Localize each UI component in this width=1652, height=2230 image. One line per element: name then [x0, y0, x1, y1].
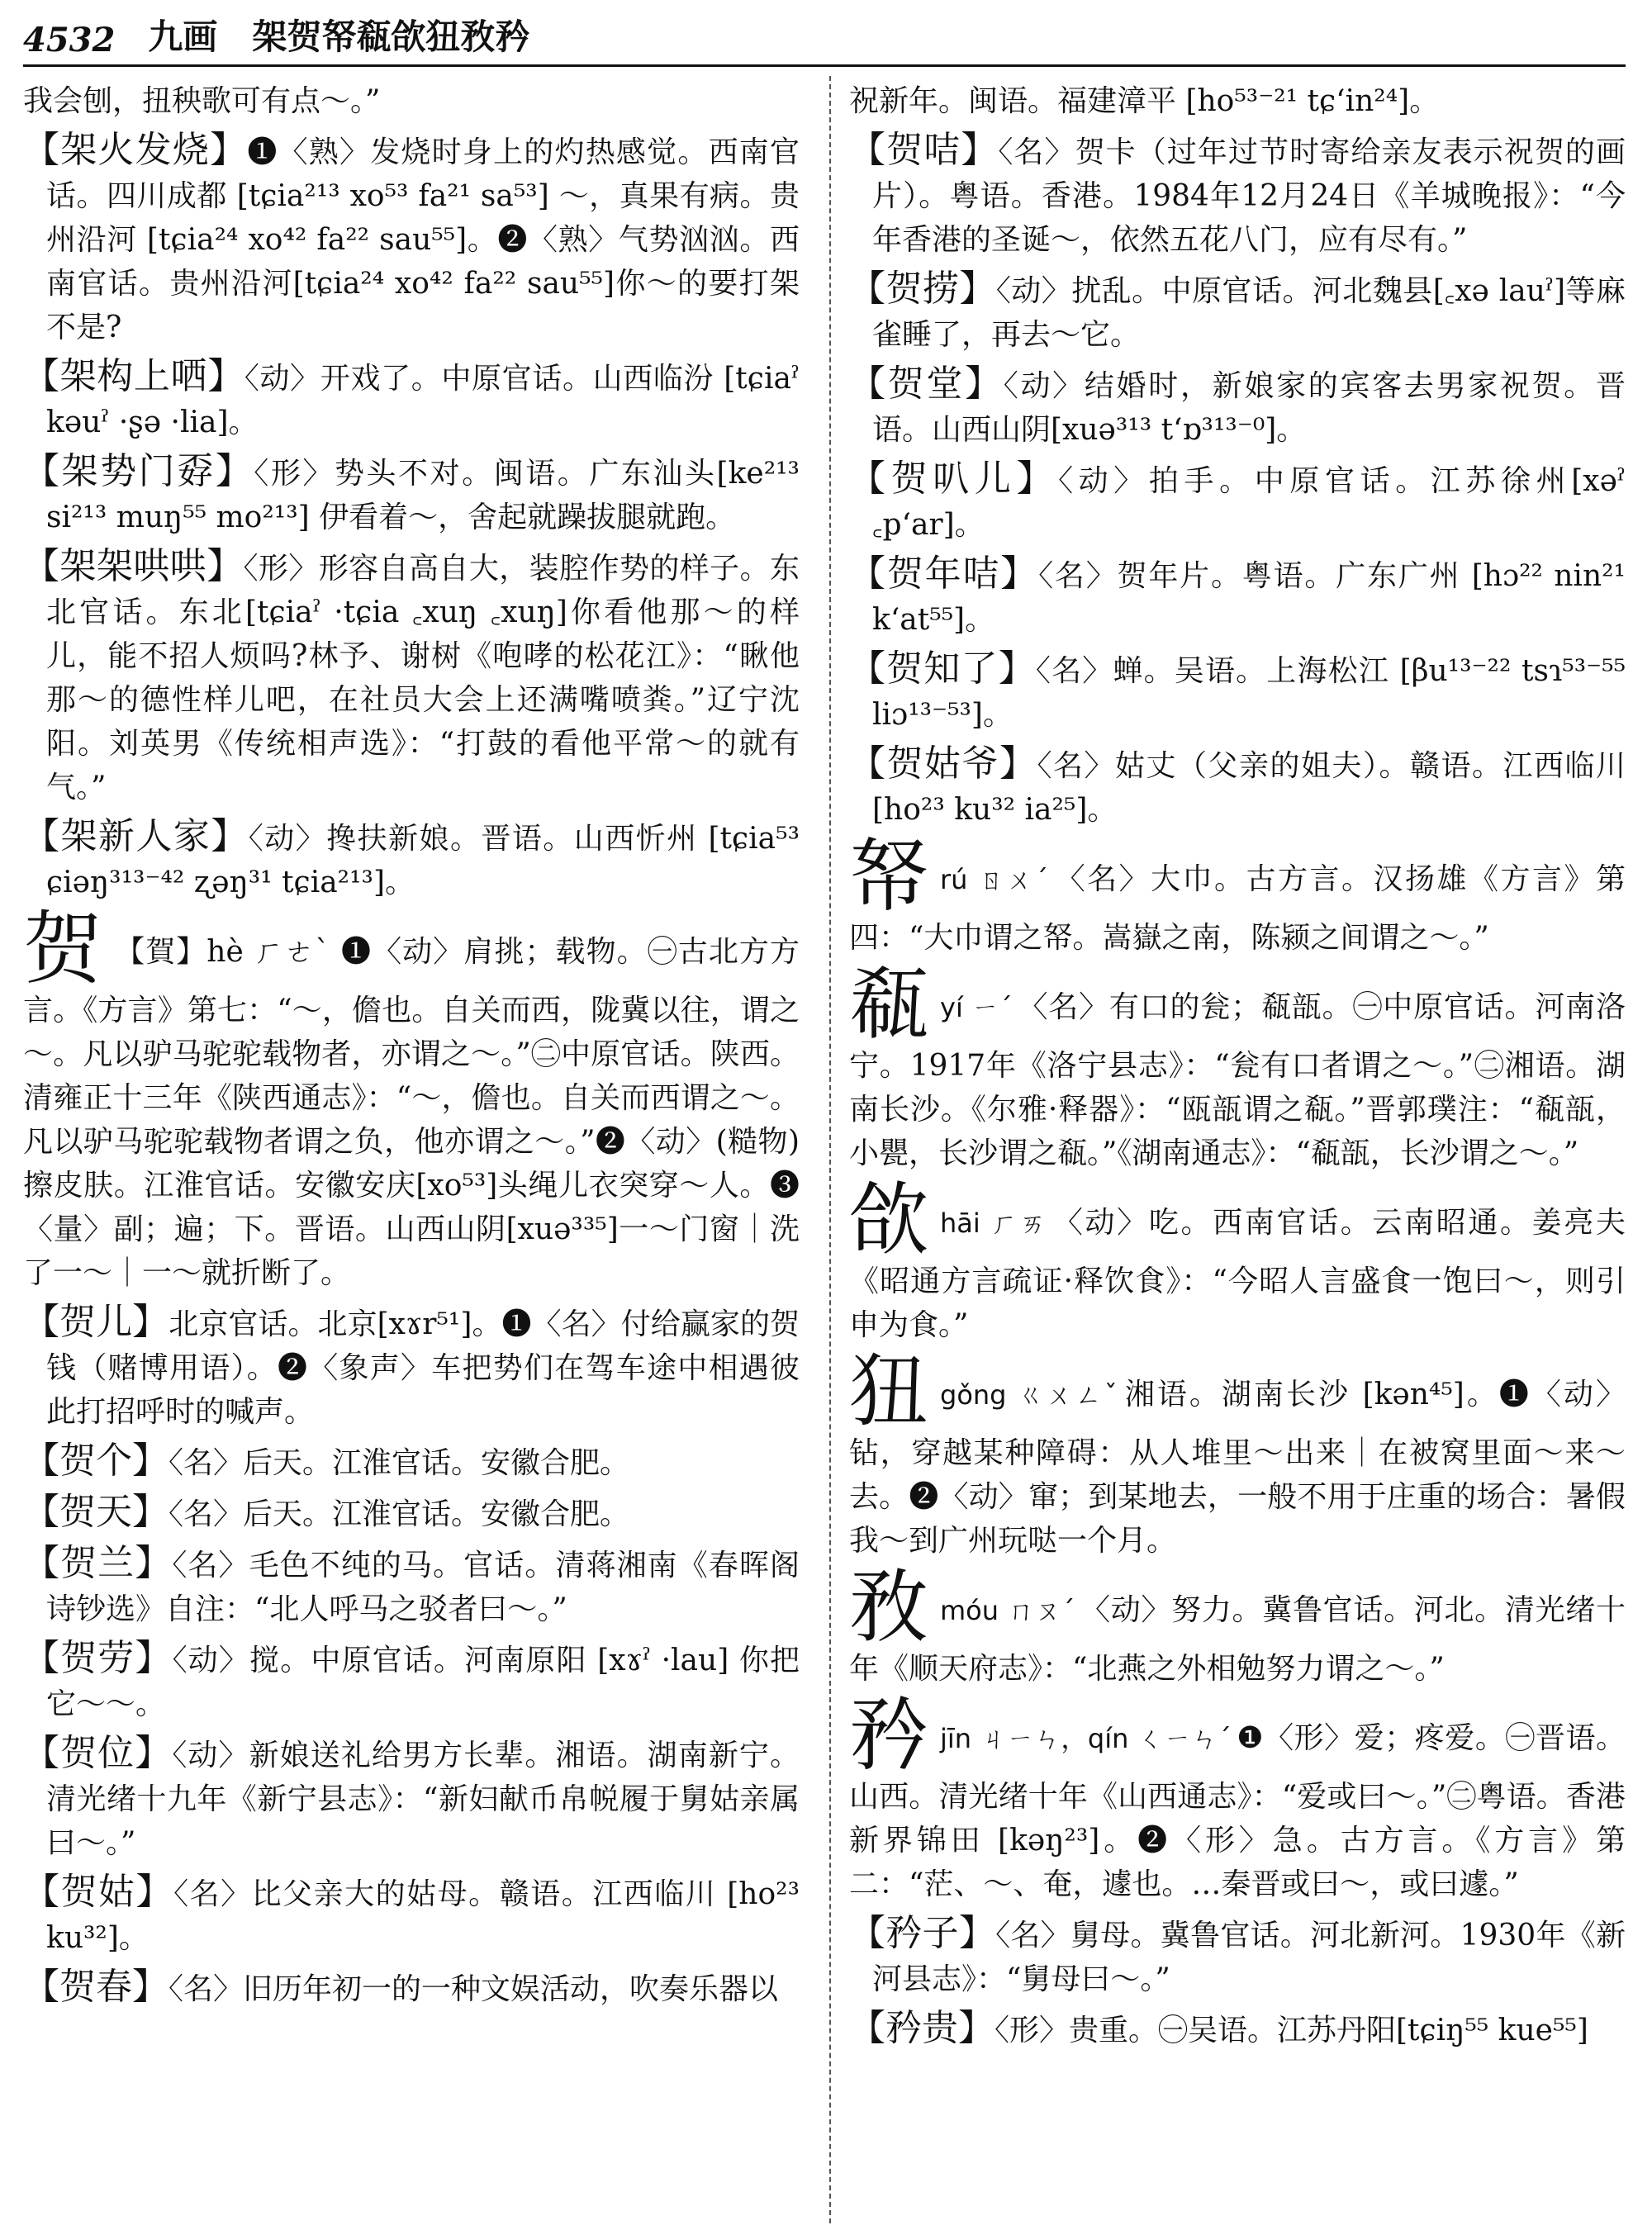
headword: 【贺春】	[23, 1966, 169, 2008]
headword-character: 狃	[849, 1345, 928, 1438]
definition-text: 〈动〉吃。西南官话。云南昭通。姜亮夫《昭通方言疏证·释饮食》：“今昭人言盛食一饱曰～，则引申为食。”	[849, 1206, 1626, 1342]
headword: 【贺个】	[23, 1440, 169, 1482]
word-entry	[23, 1965, 800, 2011]
word-entry	[23, 1490, 800, 1536]
definition-text: 〈名〉贺年片。粤语。广东广州 [hɔ²² nin²¹ kʻat⁵⁵]。	[872, 559, 1626, 637]
word-entry	[849, 1911, 1626, 2001]
word-entry	[849, 647, 1626, 737]
headword: 【架势门孬】	[23, 450, 254, 492]
character-entry	[849, 1345, 1626, 1563]
left-column	[23, 79, 800, 2218]
word-entry	[23, 1439, 800, 1485]
pinyin: rú ㄖㄨˊ	[940, 864, 1051, 895]
headword-character: 欱	[849, 1174, 928, 1266]
word-entry	[23, 1300, 800, 1434]
definition-text: 【賀】hè ㄏㄜˋ ❶〈动〉肩挑；载物。㊀古北方方言。《方言》第七：“～，儋也。自关而西，陇冀以往，谓之～。凡以驴马驼驼载物者，亦谓之～。”㊁中原官话。陕西。清雍正十三年《陕西通志》：“～，儋也。自关而西谓之～。凡以驴马驼驼载物者谓之负，他亦谓之～。”❷〈动〉(糙物)擦皮肤。江淮官话。安徽安庆[xo⁵³]头绳儿衣突穿～人。❸〈量〉副；遍；下。晋语。山西山阴[xuə³³⁵]一～门窗｜洗了一～｜一～就折断了。	[23, 935, 800, 1290]
character-entry	[849, 1174, 1626, 1347]
definition-text: 〈动〉搅。中原官话。河南原阳 [xɤˀ ·lau] 你把它～～。	[46, 1644, 800, 1721]
definition-text: 〈名〉舅母。冀鲁官话。河北新河。1930年《新河县志》：“舅母曰～。”	[872, 1919, 1626, 1996]
word-entry	[849, 552, 1626, 642]
word-entry	[849, 457, 1626, 547]
continuation-text	[23, 79, 800, 123]
headword: 【贺天】	[23, 1491, 169, 1533]
pinyin: jīn ㄐㄧㄣ，qín ㄑㄧㄣˊ	[940, 1723, 1232, 1754]
definition-text: 〈名〉旧历年初一的一种文娱活动，吹奏乐器以	[169, 1972, 779, 2006]
headword-character: 敄	[849, 1561, 928, 1654]
headword: 【架火发烧】	[23, 129, 248, 171]
headword-character: 帑	[849, 830, 928, 923]
definition-text: 〈名〉后天。江淮官话。安徽合肥。	[169, 1446, 630, 1480]
pinyin: yí ㄧˊ	[940, 992, 1014, 1023]
word-entry	[23, 814, 800, 904]
definition-text: 〈名〉比父亲大的姑母。赣语。江西临川 [ho²³ ku³²]。	[46, 1877, 800, 1955]
definition-text: 〈名〉大巾。古方言。汉扬雄《方言》第四：“大巾谓之帑。嵩嶽之南，陈颍之间谓之～。”	[849, 862, 1626, 955]
word-entry	[849, 267, 1626, 357]
continuation-text	[849, 79, 1626, 123]
headword: 【贺叭儿】	[849, 458, 1059, 500]
definition-text: 〈动〉拍手。中原官话。江苏徐州[xəˀ ꜀pʻar]。	[872, 464, 1626, 542]
definition-text: ❶〈熟〉发烧时身上的灼热感觉。西南官话。四川成都 [tɕia²¹³ xo⁵³ fa²¹ sa⁵³] ～，真果有病。贵州沿河 [tɕia²⁴ xo⁴² fa²² sau⁵⁵]。❷〈熟〉气势汹汹。西南官话。贵州沿河[tɕia²⁴ xo⁴² fa²² sau⁵⁵]你～的要打架不是?	[46, 135, 800, 344]
definition-text: 〈动〉努力。冀鲁官话。河北。清光绪十年《顺天府志》：“北燕之外相勉努力谓之～。”	[849, 1593, 1626, 1686]
word-entry	[23, 1636, 800, 1726]
headword: 【贺姑】	[23, 1871, 174, 1913]
right-column	[849, 79, 1626, 2218]
definition-text: 〈形〉势头不对。闽语。广东汕头[ke²¹³ si²¹³ muŋ⁵⁵ mo²¹³] 伊看着～，舍起就躁拔腿就跑。	[46, 457, 800, 534]
headword: 【架架哄哄】	[23, 545, 244, 587]
character-entry	[849, 1689, 1626, 1906]
word-entry	[23, 1541, 800, 1631]
word-entry	[849, 2006, 1626, 2052]
definition-text: ❶〈形〉爱；疼爱。㊀晋语。山西。清光绪十年《山西通志》：“爱或曰～。”㊁粤语。香港新界锦田 [kəŋ²³]。❷〈形〉急。古方言。《方言》第二：“茫、～、奄，遽也。…秦晋或曰～，或曰遽。”	[849, 1721, 1626, 1901]
headword: 【贺姑爷】	[849, 743, 1037, 785]
headword-character: 矜	[849, 1689, 928, 1782]
definition-text: 〈名〉毛色不纯的马。官话。清蒋湘南《春晖阁诗钞选》自注：“北人呼马之驳者曰～。”	[46, 1549, 800, 1626]
definition-text: 〈名〉后天。江淮官话。安徽合肥。	[169, 1497, 630, 1531]
headword: 【贺年咭】	[849, 553, 1039, 595]
page-header	[23, 12, 1626, 67]
word-entry	[23, 544, 800, 809]
definition-text: 〈名〉姑丈（父亲的姐夫）。赣语。江西临川 [ho²³ ku³² ia²⁵]。	[872, 749, 1626, 827]
word-entry	[23, 1870, 800, 1960]
headword: 【架新人家】	[23, 815, 249, 857]
headword: 【矜子】	[849, 1912, 996, 1954]
section-title: 九画 架贺帑瓻欱狃敄矜	[148, 17, 530, 57]
headword: 【矜贵】	[849, 2007, 995, 2049]
word-entry	[23, 354, 800, 444]
word-entry	[849, 742, 1626, 832]
character-entry	[849, 958, 1626, 1175]
character-entry	[849, 830, 1626, 960]
headword: 【贺位】	[23, 1732, 173, 1774]
headword-character: 瓻	[849, 958, 928, 1051]
headword: 【贺兰】	[23, 1542, 173, 1584]
page-number: 4532	[23, 21, 116, 59]
pinyin: gǒng ㄍㄨㄥˇ	[940, 1379, 1120, 1411]
definition-text: 〈动〉新娘送礼给男方长辈。湘语。湖南新宁。清光绪十九年《新宁县志》：“新妇献币帛帨履于舅姑亲属曰～。”	[46, 1739, 800, 1860]
headword: 【贺堂】	[849, 363, 1004, 405]
headword: 【架构上哂】	[23, 355, 244, 397]
pinyin: móu ㄇㄡˊ	[940, 1595, 1076, 1626]
definition-text: 〈动〉结婚时，新娘家的宾客去男家祝贺。晋语。山西山阴[xuə³¹³ tʻɒ³¹³⁻⁰]。	[872, 369, 1626, 447]
column-divider	[829, 76, 831, 2223]
definition-text: 北京官话。北京[xɤr⁵¹]。❶〈名〉付给赢家的贺钱（赌博用语）。❷〈象声〉车把势们在驾车途中相遇彼此打招呼时的喊声。	[46, 1307, 800, 1429]
definition-text: 〈名〉蝉。吴语。上海松江 [βu¹³⁻²² tsɿ⁵³⁻⁵⁵ liɔ¹³⁻⁵³]。	[872, 654, 1626, 732]
definition-text: 〈名〉贺卡（过年过节时寄给亲友表示祝贺的画片）。粤语。香港。1984年12月24日《羊城晚报》：“今年香港的圣诞～，依然五花八门，应有尽有。”	[872, 135, 1626, 257]
definition-text: 〈动〉扰乱。中原官话。河北魏县[꜀xə lauˀ]等麻雀睡了，再去～它。	[872, 274, 1626, 352]
headword: 【贺儿】	[23, 1301, 169, 1343]
definition-text: 〈形〉形容自高自大，装腔作势的样子。东北官话。东北[tɕiaˀ ·tɕia ꜀xuŋ ꜀xuŋ]你看他那～的样儿，能不招人烦吗?林予、谢树《咆哮的松花江》：“瞅他那～的德性样儿吧，在社员大会上还满嘴喷粪。”辽宁沈阳。刘英男《传统相声选》：“打鼓的看他平常～的就有气。”	[46, 552, 800, 804]
headword: 【贺知了】	[849, 648, 1036, 690]
definition-text: 祝新年。闽语。福建漳平 [ho⁵³⁻²¹ tɕʻin²⁴]。	[849, 84, 1440, 118]
headword: 【贺捞】	[849, 268, 996, 310]
word-entry	[23, 128, 800, 349]
word-entry	[23, 449, 800, 539]
definition-text: 我会刨，扭秧歌可有点～。”	[23, 84, 381, 118]
character-entry	[849, 1561, 1626, 1691]
definition-text: 〈名〉有口的瓮；瓻瓿。㊀中原官话。河南洛宁。1917年《洛宁县志》：“瓮有口者谓之～。”㊁湘语。湖南长沙。《尔雅·释器》：“瓯瓿谓之瓻。”晋郭璞注：“瓻瓿，小甖，长沙谓之瓻。”《湖南通志》：“瓻瓿，长沙谓之～。”	[849, 990, 1626, 1170]
word-entry	[849, 128, 1626, 262]
pinyin: hāi ㄏㄞ	[940, 1208, 1048, 1239]
definition-text: 〈形〉贵重。㊀吴语。江苏丹阳[tɕiŋ⁵⁵ kue⁵⁵]	[995, 2014, 1588, 2047]
definition-text: 〈动〉搀扶新娘。晋语。山西忻州 [tɕia⁵³ ɕiəŋ³¹³⁻⁴² ʐəŋ³¹ tɕia²¹³]。	[46, 822, 800, 899]
definition-text: 〈动〉开戏了。中原官话。山西临汾 [tɕiaˀ kəuˀ ·ʂə ·lia]。	[46, 362, 800, 439]
word-entry	[849, 362, 1626, 452]
word-entry	[23, 1731, 800, 1865]
definition-text: 湘语。湖南长沙 [kən⁴⁵]。❶〈动〉钻，穿越某种障碍：从人堆里～出来｜在被窝里面～来～去。❷〈动〉窜；到某地去，一般不用于庄重的场合：暑假我～到广州玩哒一个月。	[849, 1378, 1626, 1558]
headword: 【贺劳】	[23, 1637, 173, 1679]
character-entry	[23, 903, 800, 1295]
headword-character: 贺	[23, 903, 102, 995]
headword: 【贺咭】	[849, 129, 999, 171]
